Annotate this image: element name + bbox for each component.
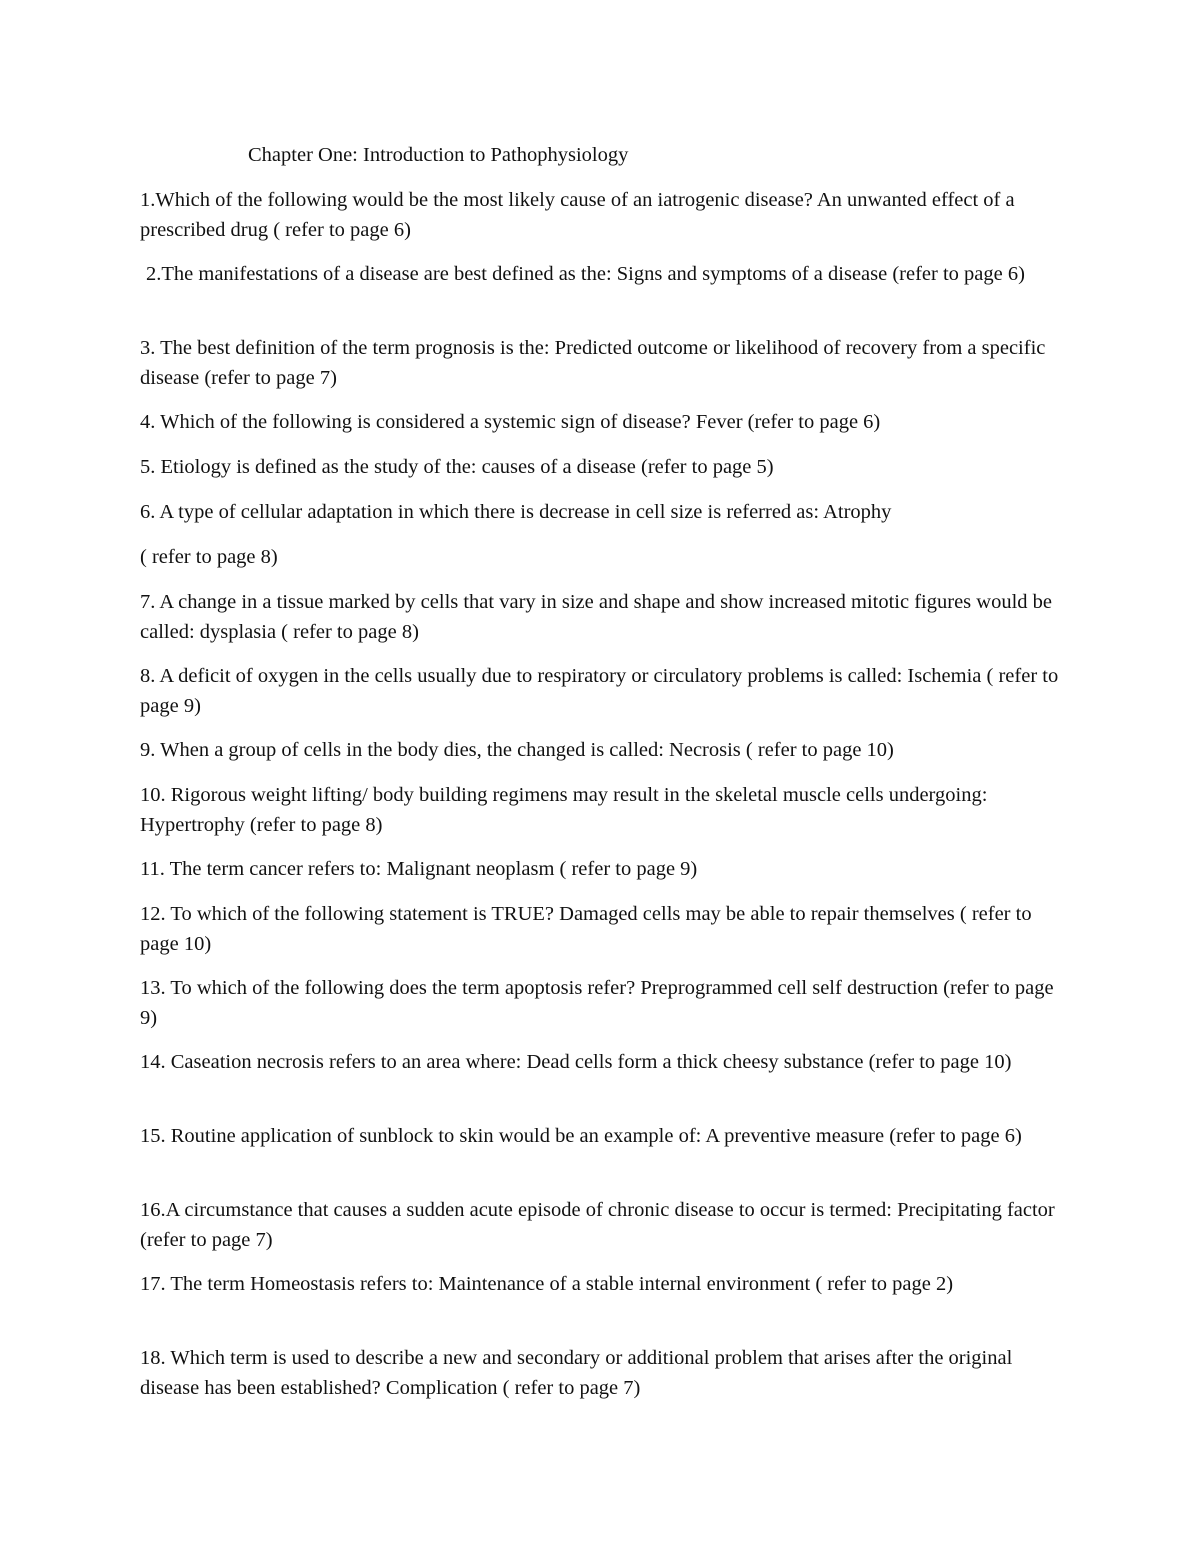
question-16: 16.A circumstance that causes a sudden acute episode of chronic disease to occur is termed: Precipitating factor (refer to page 7) <box>140 1199 1055 1251</box>
question-7: 7. A change in a tissue marked by cells that vary in size and shape and show increased mitotic figures would be called: dysplasia ( refer to page 8) <box>140 591 1052 643</box>
question-5: 5. Etiology is defined as the study of the: causes of a disease (refer to page 5) <box>140 456 774 478</box>
question-1: 1.Which of the following would be the most likely cause of an iatrogenic disease? An unwanted effect of a prescribed drug ( refer to page 6) <box>140 189 1015 241</box>
question-17: 17. The term Homeostasis refers to: Maintenance of a stable internal environment ( refer to page 2) <box>140 1273 954 1295</box>
question-15: 15. Routine application of sunblock to skin would be an example of: A preventive measure (refer to page 6) <box>140 1125 1022 1147</box>
question-4: 4. Which of the following is considered a systemic sign of disease? Fever (refer to page 6) <box>140 411 881 433</box>
chapter-title: Chapter One: Introduction to Pathophysiology <box>248 144 629 166</box>
question-6: 6. A type of cellular adaptation in which there is decrease in cell size is referred as: Atrophy <box>140 501 892 523</box>
question-13: 13. To which of the following does the term apoptosis refer? Preprogrammed cell self destruction (refer to page 9) <box>140 977 1054 1029</box>
question-6-reference: ( refer to page 8) <box>140 546 278 568</box>
question-11: 11. The term cancer refers to: Malignant neoplasm ( refer to page 9) <box>140 858 698 880</box>
question-3: 3. The best definition of the term prognosis is the: Predicted outcome or likelihood of recovery from a specific disease (refer to page 7) <box>140 337 1046 389</box>
question-18: 18. Which term is used to describe a new and secondary or additional problem that arises after the original disease has been established? Complication ( refer to page 7) <box>140 1347 1013 1399</box>
question-8: 8. A deficit of oxygen in the cells usually due to respiratory or circulatory problems is called: Ischemia ( refer to page 9) <box>140 665 1059 717</box>
question-12: 12. To which of the following statement is TRUE? Damaged cells may be able to repair themselves ( refer to page 10) <box>140 903 1032 955</box>
question-10: 10. Rigorous weight lifting/ body building regimens may result in the skeletal muscle cells undergoing: Hypertrophy (refer to page 8) <box>140 784 988 836</box>
question-2: 2.The manifestations of a disease are best defined as the: Signs and symptoms of a disease (refer to page 6) <box>146 263 1025 285</box>
question-9: 9. When a group of cells in the body dies, the changed is called: Necrosis ( refer to page 10) <box>140 739 894 761</box>
question-14: 14. Caseation necrosis refers to an area where: Dead cells form a thick cheesy substance (refer to page 10) <box>140 1051 1012 1073</box>
